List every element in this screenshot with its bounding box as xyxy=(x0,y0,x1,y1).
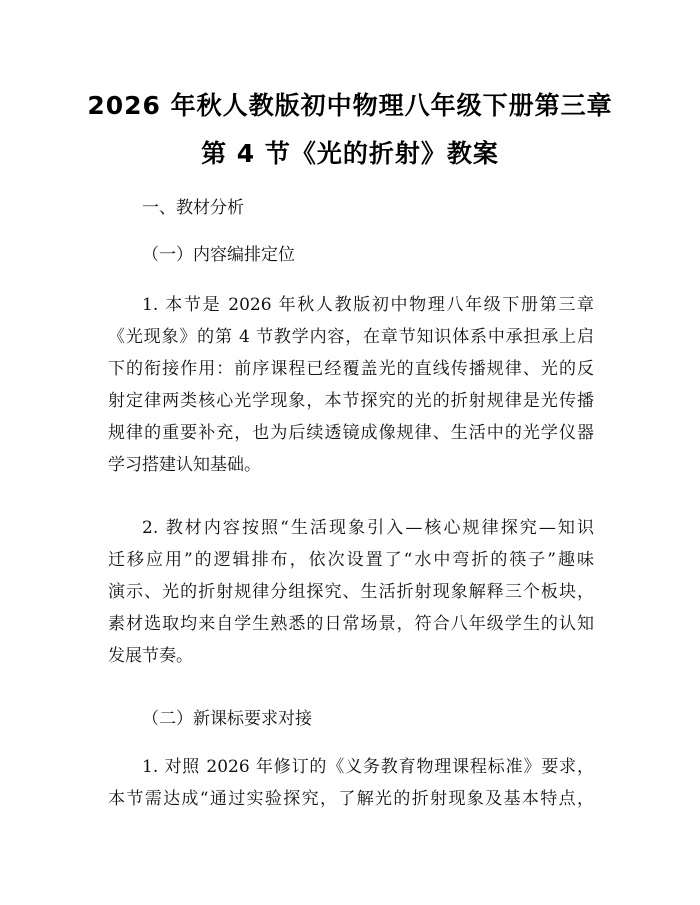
paragraph-line: 演示、光的折射规律分组探究、生活折射现象解释三个板块， xyxy=(108,582,594,602)
paragraph-line: 规律的重要补充，也为后续透镜成像规律、生活中的光学仪器 xyxy=(108,423,594,443)
paragraph-line: 发展节奏。 xyxy=(108,646,193,666)
paragraph-line: 射定律两类核心光学现象，本节探究的光的折射规律是光传播 xyxy=(108,391,594,411)
subsection-heading-content-arrangement: （一）内容编排定位 xyxy=(142,245,295,265)
paragraph-line: 1. 对照 2026 年修订的《义务教育物理课程标准》要求， xyxy=(142,757,594,777)
paragraph-line: 《光现象》的第 4 节教学内容，在章节知识体系中承担承上启 xyxy=(108,327,594,347)
document-title-line-1: 2026 年秋人教版初中物理八年级下册第三章 xyxy=(87,91,613,120)
paragraph-line: 2. 教材内容按照“生活现象引入—核心规律探究—知识 xyxy=(142,518,594,538)
paragraph-line: 素材选取均来自学生熟悉的日常场景，符合八年级学生的认知 xyxy=(108,614,594,634)
subsection-heading-curriculum-standards: （二）新课标要求对接 xyxy=(142,709,312,729)
paragraph-line: 下的衔接作用：前序课程已经覆盖光的直线传播规律、光的反 xyxy=(108,359,594,379)
paragraph-line: 学习搭建认知基础。 xyxy=(108,455,261,475)
document-title-line-2: 第 4 节《光的折射》教案 xyxy=(201,139,499,168)
paragraph-line: 迁移应用”的逻辑排布，依次设置了“水中弯折的筷子”趣味 xyxy=(108,550,594,570)
section-heading-textbook-analysis: 一、教材分析 xyxy=(142,198,244,218)
paragraph-line: 本节需达成“通过实验探究，了解光的折射现象及基本特点， xyxy=(108,789,594,809)
paragraph-line: 1. 本节是 2026 年秋人教版初中物理八年级下册第三章 xyxy=(142,295,594,315)
